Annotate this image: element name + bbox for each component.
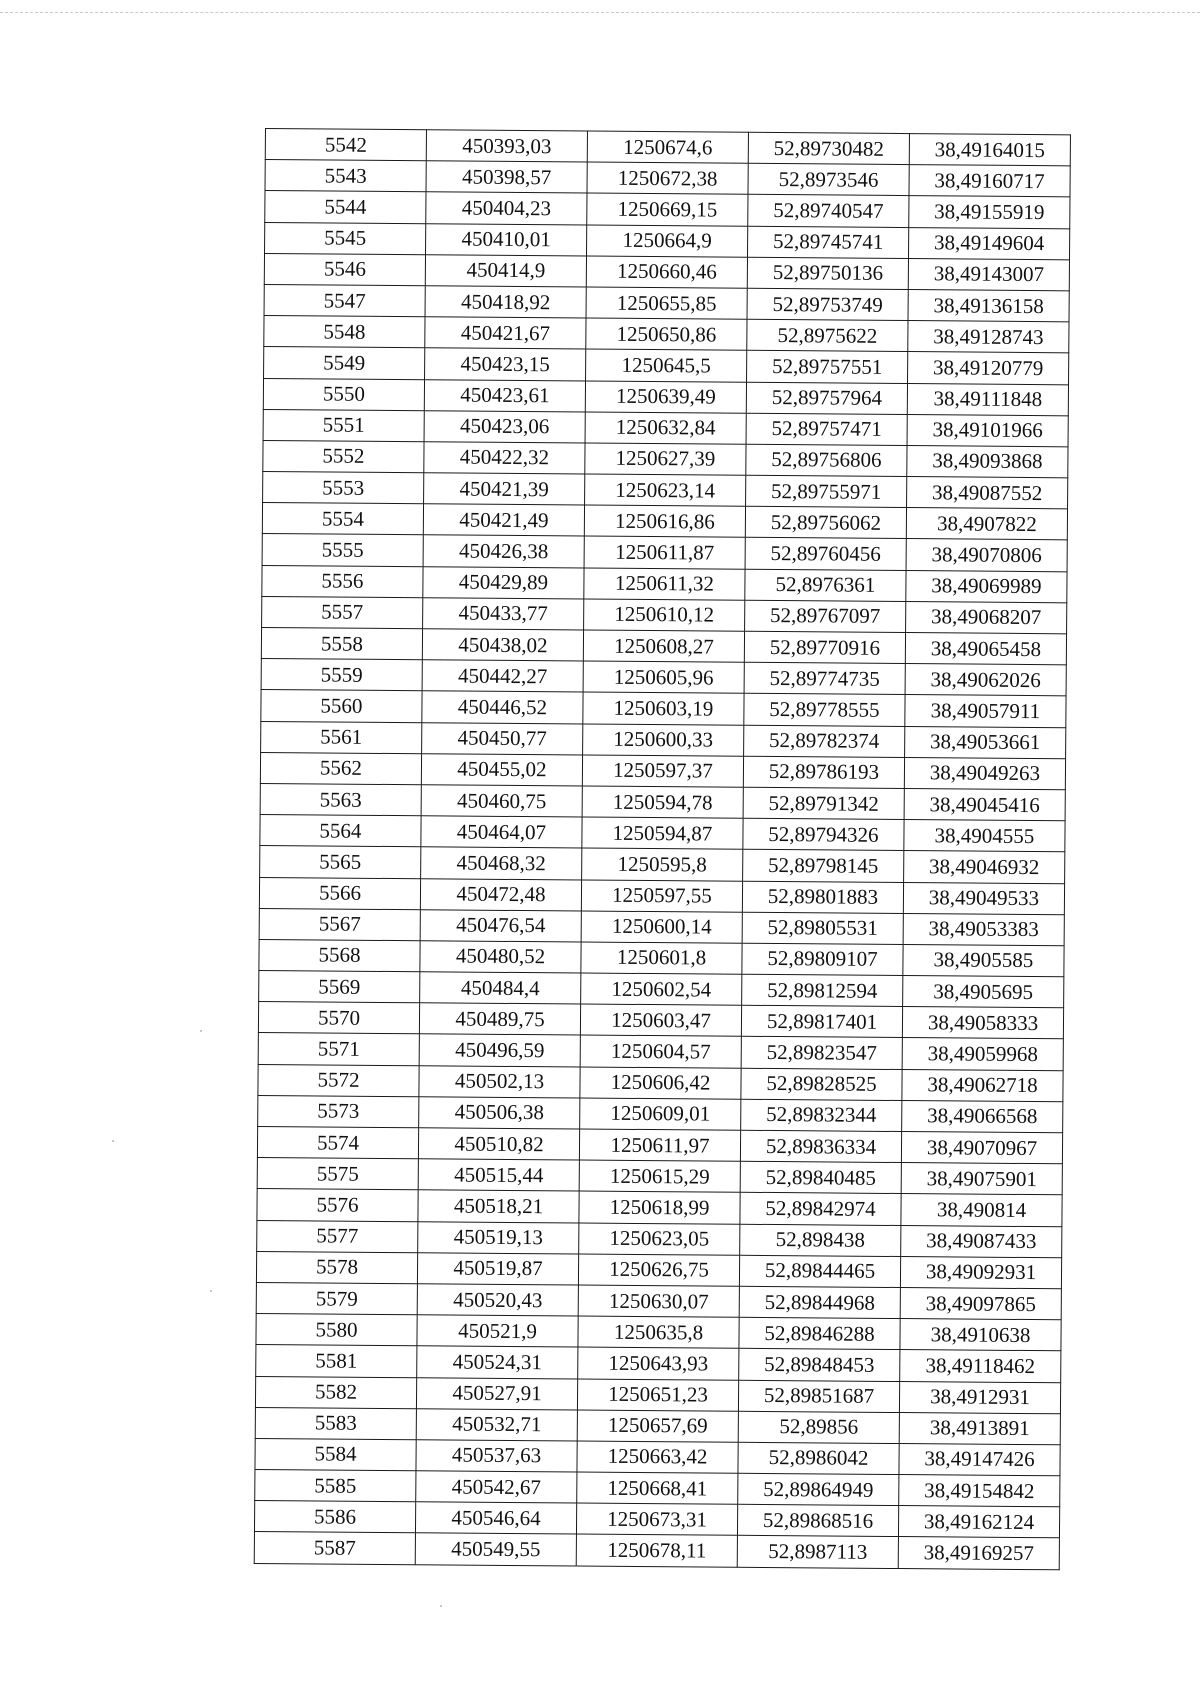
y-coordinate-cell: 1250664,9	[587, 225, 748, 257]
y-coordinate-cell: 1250615,29	[579, 1160, 740, 1192]
x-coordinate-cell: 450455,02	[421, 753, 582, 785]
point-number-cell: 5566	[259, 877, 420, 909]
latitude-cell: 52,89745741	[748, 226, 909, 258]
point-number-cell: 5548	[264, 316, 425, 348]
x-coordinate-cell: 450464,07	[421, 816, 582, 848]
latitude-cell: 52,89757964	[746, 382, 907, 414]
y-coordinate-cell: 1250660,46	[586, 256, 747, 288]
latitude-cell: 52,89805531	[742, 912, 903, 944]
latitude-cell: 52,89782374	[744, 725, 905, 757]
x-coordinate-cell: 450476,54	[420, 909, 581, 941]
x-coordinate-cell: 450421,39	[424, 473, 585, 505]
x-coordinate-cell: 450524,31	[417, 1346, 578, 1378]
longitude-cell: 38,49045416	[904, 788, 1065, 820]
point-number-cell: 5549	[264, 347, 425, 379]
point-number-cell: 5563	[260, 783, 421, 815]
point-number-cell: 5565	[260, 846, 421, 878]
x-coordinate-cell: 450527,91	[416, 1377, 577, 1409]
y-coordinate-cell: 1250608,27	[583, 630, 744, 662]
latitude-cell: 52,89842974	[740, 1193, 901, 1225]
x-coordinate-cell: 450496,59	[419, 1034, 580, 1066]
latitude-cell: 52,89757471	[746, 413, 907, 445]
longitude-cell: 38,4904555	[904, 820, 1065, 852]
point-number-cell: 5543	[265, 160, 426, 192]
longitude-cell: 38,4905585	[903, 944, 1064, 976]
x-coordinate-cell: 450398,57	[426, 161, 587, 193]
y-coordinate-cell: 1250663,42	[577, 1441, 738, 1473]
x-coordinate-cell: 450521,9	[417, 1315, 578, 1347]
x-coordinate-cell: 450446,52	[422, 691, 583, 723]
point-number-cell: 5584	[255, 1438, 416, 1470]
x-coordinate-cell: 450426,38	[423, 535, 584, 567]
longitude-cell: 38,49049533	[903, 882, 1064, 914]
table-row	[254, 1532, 1059, 1570]
x-coordinate-cell: 450489,75	[419, 1003, 580, 1035]
x-coordinate-cell: 450404,23	[426, 192, 587, 224]
longitude-cell: 38,49097865	[900, 1287, 1061, 1319]
latitude-cell: 52,89767097	[745, 600, 906, 632]
latitude-cell: 52,8987113	[737, 1536, 898, 1568]
y-coordinate-cell: 1250603,47	[580, 1004, 741, 1036]
latitude-cell: 52,89844968	[739, 1286, 900, 1318]
point-number-cell: 5580	[256, 1314, 417, 1346]
longitude-cell: 38,49075901	[901, 1163, 1062, 1195]
longitude-cell: 38,49069989	[906, 570, 1067, 602]
x-coordinate-cell: 450429,89	[423, 566, 584, 598]
longitude-cell: 38,49059968	[902, 1038, 1063, 1070]
latitude-cell: 52,89786193	[743, 756, 904, 788]
y-coordinate-cell: 1250604,57	[580, 1035, 741, 1067]
point-number-cell: 5577	[257, 1220, 418, 1252]
x-coordinate-cell: 450484,4	[420, 972, 581, 1004]
point-number-cell: 5561	[261, 721, 422, 753]
point-number-cell: 5553	[263, 472, 424, 504]
point-number-cell: 5558	[261, 627, 422, 659]
latitude-cell: 52,8975622	[747, 319, 908, 351]
point-number-cell: 5544	[265, 191, 426, 223]
y-coordinate-cell: 1250605,96	[583, 661, 744, 693]
x-coordinate-cell: 450418,92	[425, 286, 586, 318]
latitude-cell: 52,8986042	[738, 1442, 899, 1474]
y-coordinate-cell: 1250674,6	[587, 131, 748, 163]
x-coordinate-cell: 450423,15	[425, 348, 586, 380]
latitude-cell: 52,89828525	[741, 1068, 902, 1100]
latitude-cell: 52,89848453	[739, 1349, 900, 1381]
latitude-cell: 52,89791342	[743, 787, 904, 819]
scan-speck	[112, 1140, 114, 1142]
x-coordinate-cell: 450393,03	[426, 130, 587, 162]
y-coordinate-cell: 1250602,54	[581, 973, 742, 1005]
point-number-cell: 5568	[259, 939, 420, 971]
y-coordinate-cell: 1250611,32	[584, 568, 745, 600]
y-coordinate-cell: 1250650,86	[586, 318, 747, 350]
latitude-cell: 52,89856	[738, 1411, 899, 1443]
latitude-cell: 52,89801883	[742, 881, 903, 913]
x-coordinate-cell: 450480,52	[420, 941, 581, 973]
point-number-cell: 5551	[263, 409, 424, 441]
y-coordinate-cell: 1250618,99	[579, 1191, 740, 1223]
scan-edge-line	[0, 12, 1200, 13]
latitude-cell: 52,89809107	[742, 943, 903, 975]
latitude-cell: 52,89755971	[746, 475, 907, 507]
x-coordinate-cell: 450442,27	[422, 660, 583, 692]
x-coordinate-cell: 450546,64	[415, 1502, 576, 1534]
longitude-cell: 38,49149604	[908, 227, 1069, 259]
y-coordinate-cell: 1250668,41	[577, 1472, 738, 1504]
x-coordinate-cell: 450502,13	[419, 1065, 580, 1097]
x-coordinate-cell: 450433,77	[423, 598, 584, 630]
point-number-cell: 5573	[258, 1095, 419, 1127]
y-coordinate-cell: 1250672,38	[587, 162, 748, 194]
latitude-cell: 52,89794326	[743, 818, 904, 850]
y-coordinate-cell: 1250678,11	[576, 1534, 737, 1566]
latitude-cell: 52,89756806	[746, 444, 907, 476]
y-coordinate-cell: 1250651,23	[577, 1378, 738, 1410]
x-coordinate-cell: 450421,67	[425, 317, 586, 349]
y-coordinate-cell: 1250616,86	[584, 505, 745, 537]
longitude-cell: 38,49164015	[909, 134, 1070, 166]
coordinates-table	[254, 128, 1071, 1570]
longitude-cell: 38,49046932	[904, 851, 1065, 883]
x-coordinate-cell: 450549,55	[415, 1533, 576, 1565]
y-coordinate-cell: 1250632,84	[585, 412, 746, 444]
latitude-cell: 52,89817401	[741, 1006, 902, 1038]
longitude-cell: 38,49062718	[902, 1069, 1063, 1101]
longitude-cell: 38,49118462	[900, 1350, 1061, 1382]
x-coordinate-cell: 450532,71	[416, 1408, 577, 1440]
coordinate-sheet	[254, 128, 1065, 1570]
point-number-cell: 5586	[254, 1501, 415, 1533]
y-coordinate-cell: 1250610,12	[584, 599, 745, 631]
x-coordinate-cell: 450510,82	[418, 1128, 579, 1160]
point-number-cell: 5576	[257, 1189, 418, 1221]
point-number-cell: 5582	[255, 1376, 416, 1408]
longitude-cell: 38,490814	[901, 1194, 1062, 1226]
longitude-cell: 38,4905695	[903, 976, 1064, 1008]
x-coordinate-cell: 450422,32	[424, 442, 585, 474]
y-coordinate-cell: 1250623,14	[585, 474, 746, 506]
point-number-cell: 5579	[256, 1282, 417, 1314]
y-coordinate-cell: 1250597,37	[582, 755, 743, 787]
point-number-cell: 5570	[258, 1002, 419, 1034]
x-coordinate-cell: 450515,44	[418, 1159, 579, 1191]
longitude-cell: 38,49066568	[902, 1100, 1063, 1132]
longitude-cell: 38,49154842	[899, 1475, 1060, 1507]
longitude-cell: 38,49169257	[898, 1537, 1059, 1569]
y-coordinate-cell: 1250595,8	[582, 848, 743, 880]
y-coordinate-cell: 1250639,49	[585, 381, 746, 413]
x-coordinate-cell: 450537,63	[416, 1440, 577, 1472]
latitude-cell: 52,89836334	[740, 1130, 901, 1162]
point-number-cell: 5552	[263, 440, 424, 472]
longitude-cell: 38,4907822	[906, 508, 1067, 540]
latitude-cell: 52,89812594	[742, 974, 903, 1006]
longitude-cell: 38,49087433	[901, 1225, 1062, 1257]
y-coordinate-cell: 1250635,8	[578, 1316, 739, 1348]
latitude-cell: 52,89740547	[748, 195, 909, 227]
scan-speck	[210, 1290, 212, 1292]
point-number-cell: 5560	[261, 690, 422, 722]
point-number-cell: 5564	[260, 815, 421, 847]
y-coordinate-cell: 1250669,15	[587, 193, 748, 225]
y-coordinate-cell: 1250600,14	[581, 911, 742, 943]
x-coordinate-cell: 450472,48	[420, 878, 581, 910]
longitude-cell: 38,49155919	[909, 196, 1070, 228]
y-coordinate-cell: 1250655,85	[586, 287, 747, 319]
x-coordinate-cell: 450410,01	[426, 223, 587, 255]
scan-speck	[440, 1605, 442, 1607]
longitude-cell: 38,4912931	[899, 1381, 1060, 1413]
longitude-cell: 38,49143007	[908, 258, 1069, 290]
longitude-cell: 38,49092931	[900, 1256, 1061, 1288]
longitude-cell: 38,49057911	[905, 695, 1066, 727]
latitude-cell: 52,89730482	[748, 132, 909, 164]
longitude-cell: 38,49062026	[905, 664, 1066, 696]
x-coordinate-cell: 450460,75	[421, 785, 582, 817]
longitude-cell: 38,49128743	[908, 321, 1069, 353]
y-coordinate-cell: 1250623,05	[579, 1223, 740, 1255]
latitude-cell: 52,89756062	[745, 507, 906, 539]
y-coordinate-cell: 1250606,42	[580, 1067, 741, 1099]
point-number-cell: 5583	[255, 1407, 416, 1439]
x-coordinate-cell: 450423,06	[424, 410, 585, 442]
x-coordinate-cell: 450438,02	[422, 629, 583, 661]
x-coordinate-cell: 450519,87	[417, 1252, 578, 1284]
latitude-cell: 52,89868516	[737, 1505, 898, 1537]
x-coordinate-cell: 450542,67	[416, 1471, 577, 1503]
longitude-cell: 38,49160717	[909, 165, 1070, 197]
x-coordinate-cell: 450423,61	[424, 379, 585, 411]
longitude-cell: 38,49049263	[904, 757, 1065, 789]
y-coordinate-cell: 1250611,97	[579, 1129, 740, 1161]
longitude-cell: 38,49101966	[907, 414, 1068, 446]
latitude-cell: 52,89823547	[741, 1037, 902, 1069]
longitude-cell: 38,49070806	[906, 539, 1067, 571]
y-coordinate-cell: 1250594,87	[582, 817, 743, 849]
y-coordinate-cell: 1250630,07	[578, 1285, 739, 1317]
x-coordinate-cell: 450520,43	[417, 1284, 578, 1316]
longitude-cell: 38,49111848	[907, 383, 1068, 415]
y-coordinate-cell: 1250600,33	[583, 724, 744, 756]
point-number-cell: 5546	[264, 253, 425, 285]
latitude-cell: 52,89844465	[739, 1255, 900, 1287]
point-number-cell: 5581	[256, 1345, 417, 1377]
point-number-cell: 5571	[258, 1033, 419, 1065]
y-coordinate-cell: 1250609,01	[580, 1098, 741, 1130]
y-coordinate-cell: 1250611,87	[584, 536, 745, 568]
point-number-cell: 5575	[257, 1158, 418, 1190]
longitude-cell: 38,49065458	[905, 633, 1066, 665]
longitude-cell: 38,4913891	[899, 1412, 1060, 1444]
latitude-cell: 52,89778555	[744, 694, 905, 726]
longitude-cell: 38,49068207	[906, 601, 1067, 633]
longitude-cell: 38,49136158	[908, 289, 1069, 321]
latitude-cell: 52,89750136	[747, 257, 908, 289]
x-coordinate-cell: 450421,49	[423, 504, 584, 536]
point-number-cell: 5556	[262, 565, 423, 597]
x-coordinate-cell: 450519,13	[418, 1221, 579, 1253]
latitude-cell: 52,898438	[740, 1224, 901, 1256]
coordinates-table-body	[254, 129, 1070, 1570]
y-coordinate-cell: 1250597,55	[581, 880, 742, 912]
y-coordinate-cell: 1250601,8	[581, 942, 742, 974]
point-number-cell: 5572	[258, 1064, 419, 1096]
x-coordinate-cell: 450506,38	[419, 1097, 580, 1129]
point-number-cell: 5550	[263, 378, 424, 410]
longitude-cell: 38,49147426	[899, 1443, 1060, 1475]
y-coordinate-cell: 1250594,78	[582, 786, 743, 818]
latitude-cell: 52,89846288	[739, 1317, 900, 1349]
y-coordinate-cell: 1250626,75	[578, 1254, 739, 1286]
latitude-cell: 52,89851687	[738, 1380, 899, 1412]
point-number-cell: 5562	[260, 752, 421, 784]
y-coordinate-cell: 1250673,31	[576, 1503, 737, 1535]
latitude-cell: 52,89760456	[745, 538, 906, 570]
point-number-cell: 5574	[257, 1126, 418, 1158]
latitude-cell: 52,89832344	[741, 1099, 902, 1131]
point-number-cell: 5578	[256, 1251, 417, 1283]
point-number-cell: 5557	[262, 596, 423, 628]
point-number-cell: 5545	[265, 222, 426, 254]
latitude-cell: 52,8976361	[745, 569, 906, 601]
point-number-cell: 5587	[254, 1532, 415, 1564]
x-coordinate-cell: 450468,32	[421, 847, 582, 879]
scan-speck	[200, 1030, 202, 1032]
point-number-cell: 5559	[261, 659, 422, 691]
longitude-cell: 38,49087552	[907, 477, 1068, 509]
longitude-cell: 38,49120779	[908, 352, 1069, 384]
point-number-cell: 5547	[264, 284, 425, 316]
x-coordinate-cell: 450518,21	[418, 1190, 579, 1222]
point-number-cell: 5554	[262, 503, 423, 535]
latitude-cell: 52,89753749	[747, 288, 908, 320]
latitude-cell: 52,89864949	[738, 1473, 899, 1505]
x-coordinate-cell: 450450,77	[422, 722, 583, 754]
y-coordinate-cell: 1250643,93	[578, 1347, 739, 1379]
latitude-cell: 52,89798145	[743, 850, 904, 882]
x-coordinate-cell: 450414,9	[425, 255, 586, 287]
point-number-cell: 5567	[259, 908, 420, 940]
y-coordinate-cell: 1250627,39	[585, 443, 746, 475]
y-coordinate-cell: 1250657,69	[577, 1410, 738, 1442]
point-number-cell: 5569	[259, 971, 420, 1003]
point-number-cell: 5555	[262, 534, 423, 566]
latitude-cell: 52,89757551	[747, 351, 908, 383]
y-coordinate-cell: 1250645,5	[586, 349, 747, 381]
y-coordinate-cell: 1250603,19	[583, 692, 744, 724]
longitude-cell: 38,49162124	[898, 1506, 1059, 1538]
longitude-cell: 38,49070967	[901, 1132, 1062, 1164]
latitude-cell: 52,8973546	[748, 163, 909, 195]
point-number-cell: 5542	[265, 129, 426, 161]
longitude-cell: 38,49093868	[907, 445, 1068, 477]
longitude-cell: 38,4910638	[900, 1319, 1061, 1351]
latitude-cell: 52,89840485	[740, 1161, 901, 1193]
latitude-cell: 52,89770916	[744, 631, 905, 663]
longitude-cell: 38,49053383	[903, 913, 1064, 945]
point-number-cell: 5585	[255, 1470, 416, 1502]
latitude-cell: 52,89774735	[744, 662, 905, 694]
longitude-cell: 38,49053661	[905, 726, 1066, 758]
longitude-cell: 38,49058333	[902, 1007, 1063, 1039]
